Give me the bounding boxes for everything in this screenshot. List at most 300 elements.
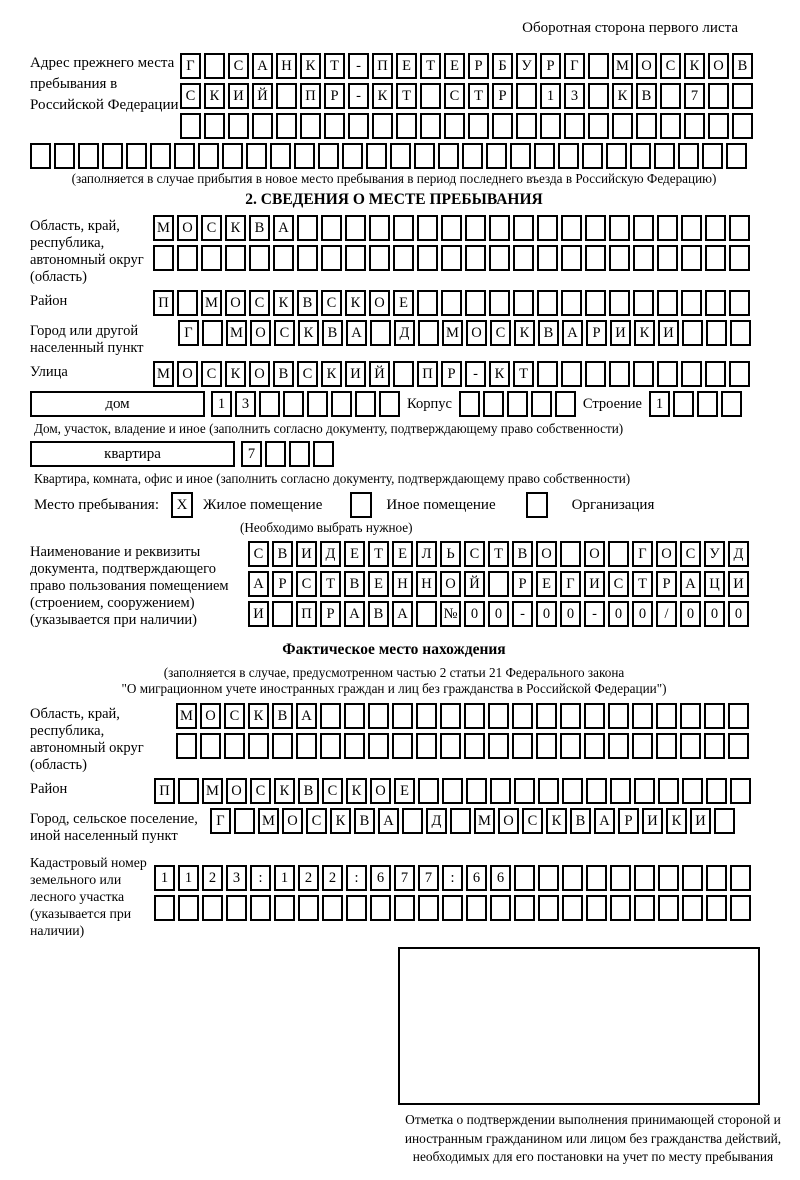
char-cell[interactable] [465,290,486,316]
char-cell[interactable]: Ц [704,571,725,597]
char-cell[interactable] [369,215,390,241]
char-cell[interactable] [681,215,702,241]
char-cell[interactable]: А [392,601,413,627]
char-cell[interactable] [30,143,51,169]
char-cell[interactable] [283,391,304,417]
char-cell[interactable] [486,143,507,169]
char-cell[interactable]: Г [564,53,585,79]
char-cell[interactable]: С [608,571,629,597]
char-cell[interactable] [318,143,339,169]
char-cell[interactable] [682,895,703,921]
char-cell[interactable]: - [348,53,369,79]
char-cell[interactable] [180,113,201,139]
char-cell[interactable] [198,143,219,169]
char-cell[interactable] [174,143,195,169]
char-cell[interactable]: М [226,320,247,346]
char-cell[interactable] [393,361,414,387]
char-cell[interactable] [562,778,583,804]
char-cell[interactable]: Т [320,571,341,597]
char-cell[interactable] [259,391,280,417]
char-cell[interactable]: И [658,320,679,346]
char-cell[interactable] [560,541,581,567]
char-cell[interactable] [632,703,653,729]
char-cell[interactable]: : [442,865,463,891]
char-cell[interactable] [252,113,273,139]
char-cell[interactable] [465,215,486,241]
char-cell[interactable] [462,143,483,169]
char-cell[interactable] [488,733,509,759]
char-cell[interactable]: Й [252,83,273,109]
char-cell[interactable] [394,895,415,921]
char-cell[interactable]: С [248,541,269,567]
char-cell[interactable]: П [372,53,393,79]
char-cell[interactable] [608,703,629,729]
char-cell[interactable] [176,733,197,759]
char-cell[interactable] [681,361,702,387]
char-cell[interactable] [706,865,727,891]
char-cell[interactable] [678,143,699,169]
char-cell[interactable]: К [330,808,351,834]
char-cell[interactable]: И [248,601,269,627]
char-cell[interactable] [345,245,366,271]
char-cell[interactable]: О [225,290,246,316]
char-cell[interactable] [369,245,390,271]
char-cell[interactable] [660,83,681,109]
char-cell[interactable] [657,361,678,387]
char-cell[interactable] [177,245,198,271]
char-cell[interactable]: 0 [488,601,509,627]
char-cell[interactable]: О [250,320,271,346]
char-cell[interactable]: - [348,83,369,109]
char-cell[interactable] [680,733,701,759]
char-cell[interactable]: С [180,83,201,109]
char-cell[interactable]: О [584,541,605,567]
char-cell[interactable] [705,290,726,316]
char-cell[interactable] [708,83,729,109]
char-cell[interactable]: Н [416,571,437,597]
char-cell[interactable] [730,895,751,921]
char-cell[interactable]: К [248,703,269,729]
char-cell[interactable]: Г [210,808,231,834]
char-cell[interactable]: Р [586,320,607,346]
char-cell[interactable] [200,733,221,759]
char-cell[interactable]: С [250,778,271,804]
char-cell[interactable] [265,441,286,467]
char-cell[interactable] [609,361,630,387]
char-cell[interactable] [657,290,678,316]
char-cell[interactable] [54,143,75,169]
char-cell[interactable]: 7 [418,865,439,891]
char-cell[interactable]: М [153,215,174,241]
char-cell[interactable] [418,320,439,346]
char-cell[interactable] [228,113,249,139]
char-cell[interactable]: В [368,601,389,627]
char-cell[interactable] [630,143,651,169]
char-cell[interactable]: Т [368,541,389,567]
char-cell[interactable]: М [474,808,495,834]
char-cell[interactable] [368,703,389,729]
char-cell[interactable]: П [153,290,174,316]
char-cell[interactable]: 7 [241,441,262,467]
char-cell[interactable] [234,808,255,834]
char-cell[interactable] [276,83,297,109]
char-cell[interactable] [442,778,463,804]
char-cell[interactable]: 0 [728,601,749,627]
char-cell[interactable] [420,83,441,109]
char-cell[interactable]: Р [540,53,561,79]
char-cell[interactable]: Т [488,541,509,567]
char-cell[interactable]: И [610,320,631,346]
char-cell[interactable]: Г [178,320,199,346]
char-cell[interactable]: Р [468,53,489,79]
char-cell[interactable] [418,778,439,804]
char-cell[interactable]: 1 [154,865,175,891]
char-cell[interactable] [560,703,581,729]
char-cell[interactable] [489,290,510,316]
char-cell[interactable] [444,113,465,139]
char-cell[interactable] [513,245,534,271]
char-cell[interactable] [633,245,654,271]
char-cell[interactable]: Т [468,83,489,109]
char-cell[interactable]: 1 [211,391,232,417]
char-cell[interactable]: Р [324,83,345,109]
char-cell[interactable] [705,245,726,271]
char-cell[interactable] [588,83,609,109]
char-cell[interactable]: 7 [684,83,705,109]
char-cell[interactable]: М [201,290,222,316]
char-cell[interactable]: В [272,703,293,729]
char-cell[interactable] [708,113,729,139]
char-cell[interactable]: В [322,320,343,346]
char-cell[interactable] [562,895,583,921]
char-cell[interactable]: С [522,808,543,834]
char-cell[interactable] [586,895,607,921]
char-cell[interactable] [204,53,225,79]
char-cell[interactable] [366,143,387,169]
char-cell[interactable] [276,113,297,139]
char-cell[interactable]: М [202,778,223,804]
char-cell[interactable]: П [417,361,438,387]
char-cell[interactable]: С [201,361,222,387]
char-cell[interactable] [344,733,365,759]
char-cell[interactable] [441,245,462,271]
residential-checkbox[interactable]: X [171,492,193,518]
char-cell[interactable] [342,143,363,169]
char-cell[interactable]: О [656,541,677,567]
char-cell[interactable]: 0 [704,601,725,627]
char-cell[interactable] [608,541,629,567]
char-cell[interactable] [393,215,414,241]
char-cell[interactable]: С [322,778,343,804]
char-cell[interactable] [416,601,437,627]
char-cell[interactable]: А [680,571,701,597]
char-cell[interactable] [537,245,558,271]
char-cell[interactable] [483,391,504,417]
char-cell[interactable] [537,290,558,316]
char-cell[interactable]: М [612,53,633,79]
char-cell[interactable] [492,113,513,139]
char-cell[interactable] [536,733,557,759]
char-cell[interactable] [420,113,441,139]
char-cell[interactable]: С [228,53,249,79]
char-cell[interactable] [730,865,751,891]
char-cell[interactable] [730,320,751,346]
char-cell[interactable] [728,733,749,759]
char-cell[interactable]: И [296,541,317,567]
char-cell[interactable] [513,215,534,241]
char-cell[interactable]: В [298,778,319,804]
char-cell[interactable]: № [440,601,461,627]
char-cell[interactable] [270,143,291,169]
char-cell[interactable] [289,441,310,467]
char-cell[interactable]: К [273,290,294,316]
char-cell[interactable] [682,778,703,804]
char-cell[interactable]: А [562,320,583,346]
char-cell[interactable]: Й [369,361,390,387]
char-cell[interactable]: О [370,778,391,804]
char-cell[interactable] [346,895,367,921]
char-cell[interactable] [297,245,318,271]
char-cell[interactable] [466,778,487,804]
char-cell[interactable]: В [732,53,753,79]
char-cell[interactable] [459,391,480,417]
char-cell[interactable]: В [538,320,559,346]
char-cell[interactable] [512,733,533,759]
char-cell[interactable]: А [296,703,317,729]
char-cell[interactable]: И [228,83,249,109]
char-cell[interactable] [606,143,627,169]
char-cell[interactable] [464,733,485,759]
char-cell[interactable] [466,895,487,921]
char-cell[interactable] [297,215,318,241]
char-cell[interactable]: С [444,83,465,109]
char-cell[interactable]: 3 [564,83,585,109]
char-cell[interactable]: К [204,83,225,109]
char-cell[interactable] [396,113,417,139]
char-cell[interactable] [702,143,723,169]
char-cell[interactable]: М [153,361,174,387]
char-cell[interactable] [516,83,537,109]
char-cell[interactable]: В [249,215,270,241]
char-cell[interactable]: О [440,571,461,597]
char-cell[interactable] [560,733,581,759]
char-cell[interactable]: И [642,808,663,834]
char-cell[interactable]: К [634,320,655,346]
char-cell[interactable]: С [660,53,681,79]
char-cell[interactable] [704,733,725,759]
char-cell[interactable]: 1 [649,391,670,417]
char-cell[interactable] [126,143,147,169]
char-cell[interactable]: 0 [608,601,629,627]
char-cell[interactable] [417,245,438,271]
char-cell[interactable] [588,113,609,139]
char-cell[interactable]: - [512,601,533,627]
char-cell[interactable] [465,245,486,271]
char-cell[interactable]: А [378,808,399,834]
char-cell[interactable]: П [296,601,317,627]
char-cell[interactable] [416,703,437,729]
char-cell[interactable] [514,895,535,921]
char-cell[interactable]: С [490,320,511,346]
char-cell[interactable] [178,895,199,921]
char-cell[interactable]: П [300,83,321,109]
char-cell[interactable]: К [684,53,705,79]
char-cell[interactable]: Р [512,571,533,597]
char-cell[interactable] [441,290,462,316]
char-cell[interactable] [610,778,631,804]
char-cell[interactable]: М [176,703,197,729]
char-cell[interactable] [729,215,750,241]
char-cell[interactable]: О [536,541,557,567]
char-cell[interactable] [450,808,471,834]
char-cell[interactable] [514,865,535,891]
char-cell[interactable]: М [442,320,463,346]
char-cell[interactable] [202,895,223,921]
char-cell[interactable] [610,865,631,891]
char-cell[interactable] [150,143,171,169]
char-cell[interactable] [684,113,705,139]
char-cell[interactable] [538,865,559,891]
char-cell[interactable] [582,143,603,169]
char-cell[interactable] [313,441,334,467]
char-cell[interactable] [440,703,461,729]
char-cell[interactable] [608,733,629,759]
char-cell[interactable] [345,215,366,241]
char-cell[interactable] [489,215,510,241]
char-cell[interactable]: Д [426,808,447,834]
char-cell[interactable]: 6 [370,865,391,891]
char-cell[interactable] [538,778,559,804]
char-cell[interactable]: А [248,571,269,597]
char-cell[interactable]: О [498,808,519,834]
char-cell[interactable]: Е [394,778,415,804]
char-cell[interactable] [390,143,411,169]
char-cell[interactable]: 7 [394,865,415,891]
char-cell[interactable] [294,143,315,169]
char-cell[interactable]: К [346,778,367,804]
char-cell[interactable]: Р [656,571,677,597]
char-cell[interactable]: 3 [226,865,247,891]
char-cell[interactable] [586,778,607,804]
char-cell[interactable] [705,361,726,387]
char-cell[interactable]: К [666,808,687,834]
char-cell[interactable]: Д [728,541,749,567]
char-cell[interactable] [729,361,750,387]
char-cell[interactable]: В [273,361,294,387]
char-cell[interactable] [416,733,437,759]
char-cell[interactable] [705,215,726,241]
char-cell[interactable]: О [200,703,221,729]
char-cell[interactable] [732,113,753,139]
char-cell[interactable] [513,290,534,316]
char-cell[interactable] [417,215,438,241]
char-cell[interactable]: Б [492,53,513,79]
char-cell[interactable] [681,290,702,316]
char-cell[interactable] [562,865,583,891]
char-cell[interactable]: В [636,83,657,109]
char-cell[interactable]: Н [392,571,413,597]
char-cell[interactable] [178,778,199,804]
char-cell[interactable] [507,391,528,417]
char-cell[interactable]: К [321,361,342,387]
char-cell[interactable] [393,245,414,271]
char-cell[interactable] [489,245,510,271]
char-cell[interactable]: Й [464,571,485,597]
char-cell[interactable] [714,808,735,834]
char-cell[interactable] [536,703,557,729]
char-cell[interactable] [534,143,555,169]
char-cell[interactable] [488,703,509,729]
char-cell[interactable]: 2 [322,865,343,891]
char-cell[interactable]: Е [344,541,365,567]
char-cell[interactable]: Т [632,571,653,597]
char-cell[interactable] [729,290,750,316]
char-cell[interactable] [272,601,293,627]
char-cell[interactable]: И [690,808,711,834]
char-cell[interactable] [298,895,319,921]
char-cell[interactable]: К [372,83,393,109]
char-cell[interactable] [654,143,675,169]
char-cell[interactable] [414,143,435,169]
char-cell[interactable]: Г [560,571,581,597]
char-cell[interactable] [612,113,633,139]
char-cell[interactable] [561,361,582,387]
char-cell[interactable]: С [321,290,342,316]
char-cell[interactable] [442,895,463,921]
char-cell[interactable]: О [708,53,729,79]
char-cell[interactable] [555,391,576,417]
char-cell[interactable] [348,113,369,139]
char-cell[interactable]: И [728,571,749,597]
char-cell[interactable] [531,391,552,417]
char-cell[interactable]: С [297,361,318,387]
char-cell[interactable] [296,733,317,759]
char-cell[interactable] [321,245,342,271]
char-cell[interactable] [355,391,376,417]
char-cell[interactable] [402,808,423,834]
char-cell[interactable]: В [570,808,591,834]
char-cell[interactable] [704,703,725,729]
char-cell[interactable] [586,865,607,891]
char-cell[interactable]: Ь [440,541,461,567]
char-cell[interactable] [153,245,174,271]
char-cell[interactable] [585,215,606,241]
char-cell[interactable]: Р [320,601,341,627]
char-cell[interactable] [272,733,293,759]
char-cell[interactable] [516,113,537,139]
char-cell[interactable] [706,895,727,921]
char-cell[interactable] [706,778,727,804]
char-cell[interactable]: Е [392,541,413,567]
char-cell[interactable]: О [249,361,270,387]
char-cell[interactable] [324,113,345,139]
char-cell[interactable] [368,733,389,759]
char-cell[interactable] [370,320,391,346]
char-cell[interactable] [681,245,702,271]
char-cell[interactable] [438,143,459,169]
char-cell[interactable]: - [584,601,605,627]
char-cell[interactable] [658,865,679,891]
char-cell[interactable] [248,733,269,759]
char-cell[interactable] [307,391,328,417]
char-cell[interactable] [633,290,654,316]
char-cell[interactable]: С [224,703,245,729]
char-cell[interactable] [657,245,678,271]
char-cell[interactable]: С [201,215,222,241]
char-cell[interactable] [300,113,321,139]
char-cell[interactable]: Е [444,53,465,79]
char-cell[interactable]: И [584,571,605,597]
